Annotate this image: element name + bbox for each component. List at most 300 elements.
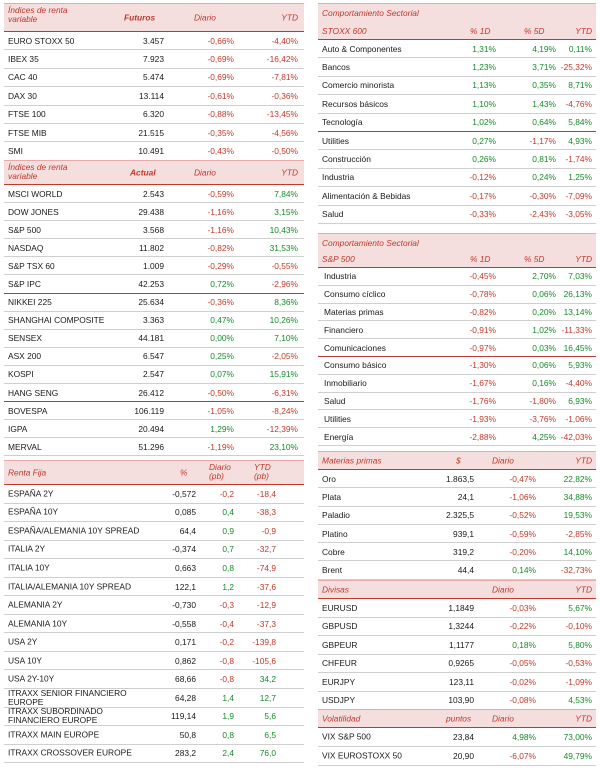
row-value: 26.412 <box>138 387 164 398</box>
row-value: -0,12% <box>469 172 496 183</box>
table-row <box>4 522 304 541</box>
table-row <box>4 294 304 312</box>
row-label: Consumo cíclico <box>324 289 386 300</box>
table-row <box>318 132 596 150</box>
row-value: -1,93% <box>469 413 496 424</box>
row-label: IBEX 35 <box>8 54 39 65</box>
table-row <box>4 275 304 293</box>
row-label: MERVAL <box>8 441 42 452</box>
row-value: 1.009 <box>143 260 164 271</box>
table-row <box>318 747 596 766</box>
row-value: -0,91% <box>469 324 496 335</box>
table-row <box>4 50 304 68</box>
row-ytd: -12,39% <box>266 423 298 434</box>
row-ytd: 7,84% <box>274 188 298 199</box>
row-label: Energía <box>324 431 354 442</box>
header-c3: YTD <box>281 167 298 178</box>
row-change: -0,69% <box>207 72 234 83</box>
row-ytd: 26,13% <box>563 289 592 300</box>
row-change: -0,88% <box>207 109 234 120</box>
row-value: 0,9265 <box>448 658 474 669</box>
row-ytd: 16,45% <box>563 342 592 353</box>
row-change: 0,72% <box>210 279 234 290</box>
row-label: Financiero <box>324 324 364 335</box>
row-ytd: 5,93% <box>568 360 592 371</box>
row-label: Materias primas <box>324 306 384 317</box>
row-ytd: -8,24% <box>271 405 298 416</box>
row-change: 0,24% <box>532 172 556 183</box>
row-value: 44.181 <box>138 333 164 344</box>
row-change: -0,05% <box>509 658 536 669</box>
row-change: -0,43% <box>207 146 234 157</box>
row-change: -0,52% <box>509 510 536 521</box>
row-ytd: 4,93% <box>568 135 592 146</box>
table-row <box>318 357 596 375</box>
row-ytd: 6,5 <box>264 729 276 740</box>
row-value: 42.253 <box>138 279 164 290</box>
row-ytd: 5,84% <box>568 117 592 128</box>
row-change: 0,03% <box>532 342 556 353</box>
table-row <box>318 599 596 618</box>
row-change: 0,64% <box>532 117 556 128</box>
header-c3: YTD <box>575 26 592 37</box>
row-change: -1,80% <box>529 395 556 406</box>
row-label: S&P TSX 60 <box>8 260 55 271</box>
row-ytd: 10,43% <box>269 224 298 235</box>
row-value: 2.547 <box>143 369 164 380</box>
row-change: 0,25% <box>210 351 234 362</box>
row-change: 0,47% <box>210 315 234 326</box>
row-ytd: -0,9 <box>261 525 276 536</box>
row-value: 10.491 <box>138 146 164 157</box>
row-value: -0,374 <box>172 544 196 555</box>
row-ytd: 34,2 <box>259 674 276 685</box>
row-ytd: -13,45% <box>266 109 298 120</box>
row-change: -0,50% <box>207 387 234 398</box>
row-ytd: -37,6 <box>256 581 276 592</box>
row-label: Cobre <box>322 546 345 557</box>
table-row <box>318 488 596 506</box>
table-row <box>318 268 596 286</box>
row-change: 4,19% <box>532 43 556 54</box>
row-value: 24,1 <box>457 491 474 502</box>
row-value: -0,45% <box>469 271 496 282</box>
row-ytd: 12,7 <box>259 692 276 703</box>
row-change: -0,08% <box>509 695 536 706</box>
row-label: Salud <box>322 209 344 220</box>
row-ytd: 76,0 <box>259 748 276 759</box>
row-ytd: -4,76% <box>565 98 592 109</box>
row-value: 0,27% <box>472 135 496 146</box>
table-row <box>4 32 304 50</box>
table-row <box>318 375 596 393</box>
row-label: GBPUSD <box>322 621 358 632</box>
table-row <box>318 618 596 637</box>
header-title: Comportamiento Sectorial <box>322 238 419 248</box>
row-value: 20.494 <box>138 423 164 434</box>
row-change: -1,19% <box>207 441 234 452</box>
row-label: USA 10Y <box>8 655 42 666</box>
row-change: -0,3 <box>219 600 234 611</box>
row-change: 0,8 <box>222 562 234 573</box>
row-change: 1,02% <box>532 324 556 335</box>
table-row <box>318 206 596 224</box>
row-change: -0,59% <box>509 528 536 539</box>
table-row <box>318 470 596 488</box>
row-label: NIKKEI 225 <box>8 297 52 308</box>
table-row <box>318 525 596 543</box>
table-row <box>318 673 596 692</box>
row-label: VIX S&P 500 <box>322 731 371 742</box>
row-label: CAC 40 <box>8 72 38 83</box>
row-ytd: -0,50% <box>271 146 298 157</box>
row-value: 1,1849 <box>448 602 474 613</box>
row-label: Alimentación & Bebidas <box>322 190 411 201</box>
row-label: BOVESPA <box>8 405 48 416</box>
row-change: 0,06% <box>532 289 556 300</box>
header-name: STOXX 600 <box>322 26 367 37</box>
row-ytd: 7,03% <box>568 271 592 282</box>
panel-header <box>318 4 596 40</box>
panel-header <box>4 4 304 32</box>
row-ytd: -2,96% <box>271 279 298 290</box>
row-change: -0,61% <box>207 90 234 101</box>
header-c1: % 1D <box>470 254 491 265</box>
row-ytd: -105,6 <box>252 655 276 666</box>
row-change: 0,16% <box>532 378 556 389</box>
panel-actual <box>4 160 304 456</box>
header-c3: YTD <box>575 254 592 265</box>
row-label: USA 2Y-10Y <box>8 673 55 684</box>
row-ytd: 49,79% <box>563 751 592 761</box>
row-label: CHFEUR <box>322 658 357 669</box>
row-value: -2,88% <box>469 431 496 442</box>
row-change: -2,43% <box>529 209 556 220</box>
row-ytd: -16,42% <box>266 54 298 65</box>
row-ytd: -1,09% <box>565 676 592 687</box>
row-ytd: -37,3 <box>256 618 276 629</box>
row-ytd: -4,56% <box>271 127 298 138</box>
row-ytd: 6,93% <box>568 395 592 406</box>
panel-header <box>4 161 304 185</box>
row-change: -0,20% <box>509 546 536 557</box>
row-label: Auto & Componentes <box>322 43 402 54</box>
table-row <box>318 58 596 76</box>
row-change: 0,81% <box>532 154 556 165</box>
row-change: -1,05% <box>207 405 234 416</box>
row-label: ASX 200 <box>8 351 42 362</box>
row-ytd: 8,71% <box>568 80 592 91</box>
row-ytd: -1,06% <box>565 413 592 424</box>
row-change: -0,29% <box>207 260 234 271</box>
row-change: 0,20% <box>532 306 556 317</box>
row-value: 50,8 <box>179 729 196 740</box>
table-row <box>318 561 596 579</box>
row-value: 2.543 <box>143 188 164 199</box>
row-value: 51.296 <box>138 441 164 452</box>
row-ytd: -4,40% <box>565 378 592 389</box>
table-row <box>318 304 596 322</box>
row-change: 1,43% <box>532 98 556 109</box>
header-title: Comportamiento Sectorial <box>322 8 419 18</box>
header-c3: YTD (pb) <box>254 462 271 481</box>
row-value: 1.863,5 <box>446 473 474 484</box>
row-ytd: -12,9 <box>256 600 276 611</box>
row-change: -1,06% <box>509 491 536 502</box>
row-ytd: -0,55% <box>271 260 298 271</box>
row-value: 23,84 <box>453 732 474 742</box>
header-c3: YTD <box>575 455 592 466</box>
table-row <box>318 543 596 561</box>
row-label: ITRAXX SUBORDINADO FINANCIERO EUROPE <box>8 706 103 726</box>
row-label: ESPAÑA 10Y <box>8 506 59 517</box>
row-label: DAX 30 <box>8 90 37 101</box>
row-ytd: 19,53% <box>563 510 592 521</box>
row-label: Recursos básicos <box>322 98 389 109</box>
header-name: Renta Fija <box>8 467 47 478</box>
row-label: Platino <box>322 528 348 539</box>
row-label: Industria <box>324 271 357 282</box>
row-value: 3.457 <box>143 35 164 46</box>
row-value: 7.923 <box>143 54 164 65</box>
row-change: -0,35% <box>207 127 234 138</box>
row-label: ITRAXX SENIOR FINANCIERO EUROPE <box>8 687 127 707</box>
row-change: 0,8 <box>222 729 234 740</box>
table-row <box>4 312 304 330</box>
row-ytd: 4,53% <box>568 695 592 706</box>
row-value: -1,76% <box>469 395 496 406</box>
row-change: -0,2 <box>219 637 234 648</box>
table-row <box>4 221 304 239</box>
table-row <box>4 420 304 438</box>
table-row <box>318 410 596 428</box>
row-label: GBPEUR <box>322 639 358 650</box>
table-row <box>318 169 596 187</box>
row-value: -0,17% <box>469 190 496 201</box>
row-ytd: 13,14% <box>563 306 592 317</box>
row-ytd: 31,53% <box>269 242 298 253</box>
table-row <box>4 257 304 275</box>
row-value: 6.320 <box>143 109 164 120</box>
row-value: 2.325,5 <box>446 510 474 521</box>
table-row <box>318 77 596 95</box>
table-row <box>318 655 596 674</box>
row-value: 13.114 <box>139 90 164 101</box>
row-change: -1,16% <box>207 224 234 235</box>
table-row <box>4 185 304 203</box>
header-c2: % 5D <box>524 26 545 37</box>
row-ytd: -38,3 <box>256 507 276 518</box>
table-row <box>4 203 304 221</box>
panel-header <box>318 234 596 268</box>
row-label: Consumo básico <box>324 360 387 371</box>
row-value: -1,67% <box>469 378 496 389</box>
row-change: 0,00% <box>210 333 234 344</box>
row-label: USA 2Y <box>8 636 38 647</box>
row-value: 29.438 <box>138 206 164 217</box>
row-value: 6.547 <box>143 351 164 362</box>
table-row <box>4 559 304 578</box>
row-label: SMI <box>8 146 23 157</box>
panel-header <box>318 710 596 728</box>
row-label: FTSE MIB <box>8 127 47 138</box>
panel-divisas <box>318 580 596 710</box>
row-change: -0,22% <box>509 621 536 632</box>
row-change: -1,16% <box>207 206 234 217</box>
row-ytd: -25,32% <box>560 62 592 73</box>
table-row <box>4 87 304 105</box>
table-row <box>4 541 304 560</box>
row-value: 319,2 <box>453 546 474 557</box>
row-label: MSCI WORLD <box>8 188 63 199</box>
row-label: Bancos <box>322 62 350 73</box>
row-value: -1,30% <box>469 360 496 371</box>
row-change: 4,25% <box>532 431 556 442</box>
row-change: -0,66% <box>207 35 234 46</box>
header-name: Índices de renta variable <box>8 5 68 24</box>
header-c1: puntos <box>446 713 472 724</box>
row-change: 1,29% <box>210 423 234 434</box>
row-value: -0,730 <box>172 600 196 611</box>
row-ytd: -18,4 <box>256 488 276 499</box>
row-label: Tecnología <box>322 117 363 128</box>
table-row <box>318 692 596 711</box>
row-change: 0,4 <box>222 507 234 518</box>
row-label: SENSEX <box>8 333 42 344</box>
row-value: 1,3244 <box>448 621 474 632</box>
row-ytd: -2,05% <box>271 351 298 362</box>
table-row <box>4 438 304 456</box>
row-ytd: -0,36% <box>271 90 298 101</box>
row-ytd: -1,74% <box>565 154 592 165</box>
table-row <box>4 745 304 764</box>
header-c3: YTD <box>575 713 592 724</box>
panel-volatilidad <box>318 709 596 766</box>
row-ytd: 34,88% <box>563 491 592 502</box>
row-change: 1,9 <box>222 711 234 722</box>
row-change: -0,4 <box>219 618 234 629</box>
table-row <box>4 652 304 671</box>
row-value: 939,1 <box>453 528 474 539</box>
table-row <box>318 95 596 113</box>
header-c2: Diario <box>492 455 514 466</box>
row-value: 283,2 <box>175 748 196 759</box>
row-value: 0,663 <box>175 562 196 573</box>
row-value: 64,4 <box>179 525 196 536</box>
row-ytd: -11,33% <box>561 324 592 335</box>
row-value: 0,26% <box>472 154 496 165</box>
table-row <box>4 106 304 124</box>
table-row <box>4 366 304 384</box>
row-change: -1,17% <box>529 135 556 146</box>
row-ytd: -74,9 <box>256 562 276 573</box>
row-value: 1,02% <box>472 117 496 128</box>
table-row <box>4 504 304 523</box>
header-c2: Diario <box>194 167 216 178</box>
row-ytd: -32,7 <box>256 544 276 555</box>
row-ytd: 10,26% <box>269 315 298 326</box>
row-label: ALEMANIA 2Y <box>8 599 63 610</box>
row-change: 2,70% <box>532 271 556 282</box>
row-ytd: -6,31% <box>271 387 298 398</box>
row-label: ITALIA/ALEMANIA 10Y SPREAD <box>8 581 132 592</box>
row-label: Utilities <box>324 413 351 424</box>
table-row <box>4 578 304 597</box>
header-c2: Diario <box>194 12 216 23</box>
row-label: NASDAQ <box>8 242 44 253</box>
row-label: Salud <box>324 395 346 406</box>
table-row <box>4 485 304 504</box>
panel-sp500 <box>318 233 596 446</box>
row-change: 4,98% <box>512 732 536 742</box>
row-ytd: -139,8 <box>252 637 276 648</box>
header-c1: % 1D <box>470 26 491 37</box>
table-row <box>4 142 304 160</box>
row-ytd: -0,53% <box>565 658 592 669</box>
table-row <box>318 114 596 132</box>
table-row <box>4 69 304 87</box>
table-row <box>4 239 304 257</box>
row-ytd: 8,36% <box>274 297 298 308</box>
row-label: KOSPI <box>8 369 34 380</box>
table-row <box>318 428 596 446</box>
table-row <box>318 150 596 168</box>
table-row <box>4 124 304 142</box>
row-value: -0,572 <box>172 488 196 499</box>
panel-stoxx600 <box>318 3 596 224</box>
row-value: 1,10% <box>472 98 496 109</box>
row-label: Oro <box>322 473 336 484</box>
header-c1: $ <box>456 455 461 466</box>
row-ytd: 23,10% <box>269 441 298 452</box>
table-row <box>318 339 596 357</box>
row-label: DOW JONES <box>8 206 59 217</box>
header-c1: Futuros <box>124 12 156 23</box>
row-ytd: -7,09% <box>565 190 592 201</box>
row-ytd: -32,73% <box>560 565 592 576</box>
row-value: 119,14 <box>171 711 196 722</box>
row-change: -0,8 <box>219 655 234 666</box>
row-value: 0,171 <box>175 637 196 648</box>
row-change: 0,9 <box>222 525 234 536</box>
row-ytd: 5,80% <box>568 639 592 650</box>
row-ytd: 7,10% <box>274 333 298 344</box>
panel-header <box>318 452 596 470</box>
table-row <box>318 321 596 339</box>
row-value: 64,28 <box>175 692 196 703</box>
row-change: 0,14% <box>512 565 536 576</box>
header-c2: % 5D <box>524 254 545 265</box>
table-row <box>318 286 596 304</box>
row-ytd: 73,00% <box>563 732 592 742</box>
row-change: 0,18% <box>512 639 536 650</box>
row-value: 103,90 <box>448 695 474 706</box>
row-ytd: -0,10% <box>565 621 592 632</box>
row-label: IGPA <box>8 423 28 434</box>
row-change: -0,47% <box>509 473 536 484</box>
row-label: ITALIA 2Y <box>8 544 46 554</box>
row-label: USDJPY <box>322 695 356 706</box>
row-value: 0,085 <box>175 507 196 518</box>
table-row <box>4 726 304 745</box>
row-value: 122,1 <box>175 581 196 592</box>
row-change: 0,35% <box>532 80 556 91</box>
table-row <box>4 708 304 727</box>
row-label: Utilities <box>322 135 349 146</box>
row-change: 3,71% <box>532 62 556 73</box>
row-change: -0,69% <box>207 54 234 65</box>
panel-header <box>318 581 596 599</box>
